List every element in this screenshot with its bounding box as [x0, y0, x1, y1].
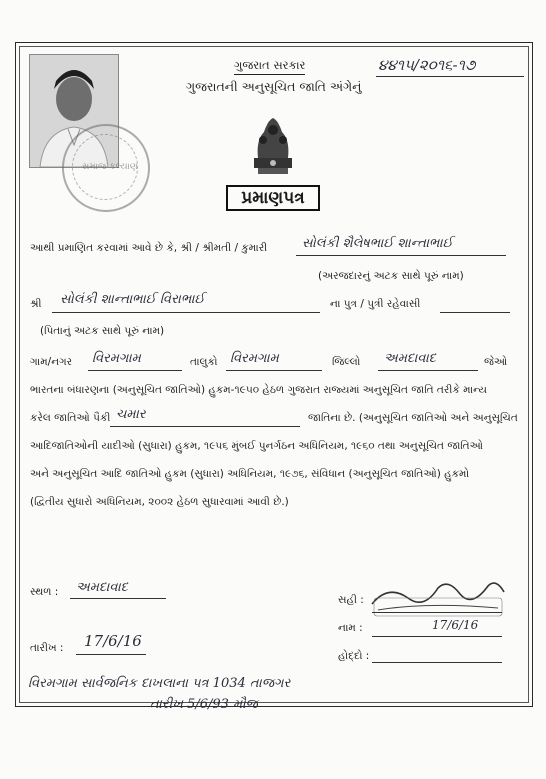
signature-line — [372, 612, 502, 613]
village-line — [88, 370, 182, 371]
post-label: હોદ્દો : — [338, 650, 370, 662]
district-line — [378, 370, 478, 371]
reference-number: ૪૪૧૫/૨૦૧૬-૧૭ — [378, 56, 476, 74]
post-line — [372, 662, 502, 663]
taluka-line — [226, 370, 322, 371]
national-emblem-icon — [250, 110, 296, 184]
place-label: સ્થળ : — [30, 586, 59, 598]
district-value: અમદાવાદ — [384, 351, 436, 366]
official-seal-stamp: સમાજ કલ્યાણ — [62, 124, 150, 212]
father-name-note: (પિતાનું અટક સાથે પૂરું નામ) — [40, 325, 165, 337]
date-label: તારીખ : — [30, 642, 64, 654]
applicant-name-note: (અરજદારનું અટક સાથે પૂરું નામ) — [318, 270, 464, 282]
caste-line — [110, 426, 300, 427]
para-line-4: અને અનુસૂચિત આદિ જાતિઓ હુકમ (સુધારા) અધિનિયમ, ૧૯૭૬, સંવિધાન (અનુસૂચિત જાતિઓ) હુકમો — [30, 468, 470, 480]
shri-label: શ્રી — [30, 298, 42, 310]
caste-value: ચમાર — [116, 407, 146, 422]
date-line — [76, 654, 146, 655]
name-line — [372, 636, 502, 637]
para-line-3: આદિજાતિઓની યાદીઓ (સુધારા) હુકમ, ૧૯૫૬ મુંબઈ પુનર્ગઠન અધિનિયમ, ૧૯૬૦ તથા અનુસૂચિત જાતિઓ — [30, 440, 483, 452]
taluka-value: વિરમગામ — [230, 351, 279, 366]
applicant-name: સોલંકી શૈલેષભાઈ શાન્તાભાઈ — [302, 236, 453, 251]
father-name-line — [52, 312, 320, 313]
para-line-2a: કરેલ જાતિઓ પૈકી — [30, 412, 111, 424]
government-title: ગુજરાત સરકાર — [234, 58, 305, 75]
son-of-text: ના પુત્ર / પુત્રી રહેવાસી — [330, 298, 421, 310]
para-line-5: (દ્વિતીય સુધારો અધિનિયમ, ૨૦૦૨ હેઠળ સુધારવામાં આવી છે.) — [30, 496, 289, 508]
handwritten-note-1: વિરમગામ સાર્વજનિક દાખલાના પત્ર 1034 તાજગર — [28, 676, 291, 691]
para-line-1: ભારતના બંધારણના (અનુસૂચિત જાતિઓ) હુકમ-૧૯૫૦ હેઠળ ગુજરાત રાજ્યમાં અનુસૂચિત જાતિ તરીકે માન્ય — [30, 384, 487, 396]
signature-date: 17/6/16 — [432, 618, 479, 632]
place-value: અમદાવાદ — [76, 580, 128, 595]
village-value: વિરમગામ — [92, 351, 141, 366]
date-value: 17/6/16 — [84, 632, 142, 650]
certify-text: આથી પ્રમાણિત કરવામાં આવે છે કે, શ્રી / શ્રીમતી / કુમારી — [30, 242, 268, 254]
father-name: સોલંકી શાન્તાભાઈ વિરાભાઈ — [60, 292, 205, 307]
certificate-title: પ્રમાણપત્ર — [226, 185, 320, 211]
officer-signature-icon — [368, 574, 508, 624]
district-label: જિલ્લો — [332, 356, 361, 368]
signature-label: સહી : — [338, 594, 364, 606]
name-label: નામ : — [338, 622, 363, 634]
jeo-text: જેઓ — [484, 356, 508, 368]
handwritten-note-2: તારીખ 5/6/93 મૌજ — [150, 697, 258, 712]
place-line — [70, 598, 166, 599]
department-title: ગુજરાતની અનુસૂચિત જાતિ અંગેનું — [186, 79, 362, 94]
taluka-label: તાલુકો — [190, 356, 218, 368]
applicant-name-line — [296, 255, 506, 256]
residence-line — [440, 312, 510, 313]
ref-underline — [376, 76, 524, 77]
para-line-2b: જાતિના છે. (અનુસૂચિત જાતિઓ અને અનુસૂચિત — [308, 412, 518, 424]
village-label: ગામ/નગર — [30, 356, 73, 368]
